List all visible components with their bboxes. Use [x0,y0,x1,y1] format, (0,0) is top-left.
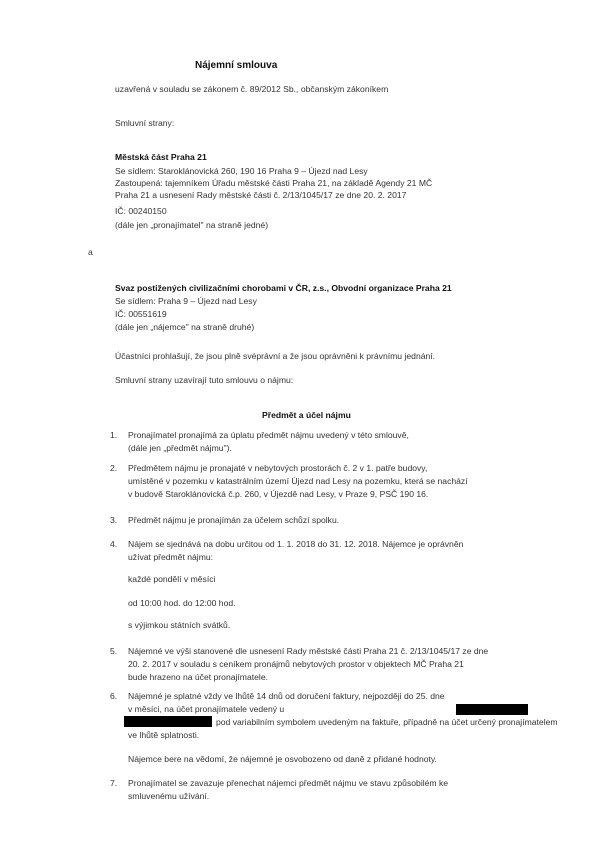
party1-line: Se sídlem: Staroklánovická 260, 190 16 Praha 9 – Újezd nad Lesy [115,166,368,176]
party2-line: IČ: 00551619 [115,309,167,319]
item-number: 6. [110,691,118,701]
item-number: 1. [110,430,118,440]
party2-line: (dále jen „nájemce" na straně druhé) [115,322,255,332]
item-number: 7. [110,778,118,788]
item-line: pod variabilním symbolem uvedeným na faktuře, případně na účet určený pronajímatelem [216,717,558,727]
item-line: Nájem se sjednává na dobu určitou od 1. 1. 2018 do 31. 12. 2018. Nájemce je oprávněn [128,539,464,549]
schedule-line: od 10:00 hod. do 12:00 hod. [128,598,236,608]
party1-line: IČ: 00240150 [115,206,167,216]
party2-line: Se sídlem: Praha 9 – Újezd nad Lesy [115,296,257,306]
item-line: smluvenému užívání. [128,791,210,801]
item-line: užívat předmět nájmu: [128,552,214,562]
item-line: (dále jen „předmět nájmu"). [128,443,232,453]
item-line: Předmětem nájmu je pronajaté v nebytových prostorách č. 2 v 1. patře budovy, [128,463,428,473]
item-line: Předmět nájmu je pronajímán za účelem schůzí spolku. [128,515,340,525]
party1-name: Městská část Praha 21 [115,152,207,162]
party2-name: Svaz postižených civilizačními chorobami v ČR, z.s., Obvodní organizace Praha 21 [115,283,452,293]
item-number: 4. [110,539,118,549]
item-line: v budově Staroklánovická č.p. 260, v Újezdě nad Lesy, v Praze 9, PSČ 190 16. [128,489,429,499]
item-line: umístěné v pozemku v katastrálním území Újezd nad Lesy na pozemku, která se nachází [128,476,468,486]
conjunction: a [88,247,93,257]
parties-label: Smluvní strany: [115,118,175,128]
redaction-bar [456,704,528,715]
item-number: 3. [110,515,118,525]
item-line: Pronajímatel pronajímá za úplatu předmět nájmu uvedený v této smlouvě, [128,430,409,440]
schedule-line: každé pondělí v měsíci [128,574,216,584]
item-number: 5. [110,646,118,656]
intro-line: uzavřená v souladu se zákonem č. 89/2012 Sb., občanským zákoníkem [115,84,389,94]
item-number: 2. [110,463,118,473]
party1-line: Zastoupená: tajemníkem Úřadu městské části Praha 21, na základě Agendy 21 MČ [115,178,433,188]
schedule-line: s výjimkou státních svátků. [128,620,231,630]
item-line: ve lhůtě splatnosti. [128,730,200,740]
section-title: Předmět a účel nájmu [262,410,351,420]
vat-note: Nájemce bere na vědomí, že nájemné je osvobozeno od daně z přidané hodnoty. [128,754,437,764]
item-line: bude hrazeno na účet pronajímatele. [128,672,268,682]
document-title: Nájemní smlouva [195,60,278,71]
redaction-bar [124,716,212,727]
item-line: Nájemné je splatné vždy ve lhůtě 14 dnů od doručení faktury, nejpozději do 25. dne [128,691,445,701]
agreement-line: Smluvní strany uzavírají tuto smlouvu o nájmu: [115,375,294,385]
item-line: 20. 2. 2017 v souladu s ceníkem pronájmů nebytových prostor v objektech MČ Praha 21 [128,659,464,669]
declaration: Účastníci prohlašují, že jsou plně svéprávní a že jsou oprávněni k právnímu jednání. [115,351,436,361]
party1-line: Praha 21 a usnesení Rady městské části č. 2/13/1045/17 ze dne 20. 2. 2017 [115,190,407,200]
item-line: Nájemné ve výši stanovené dle usnesení Rady městské části Praha 21 č. 2/13/1045/17 ze dne [128,646,489,656]
party1-line: (dále jen „pronajímatel" na straně jedné) [115,220,269,230]
item-line: v měsíci, na účet pronajímatele vedený u [128,704,285,714]
item-line: Pronajímatel se zavazuje přenechat nájemci předmět nájmu ve stavu způsobilém ke [128,778,449,788]
